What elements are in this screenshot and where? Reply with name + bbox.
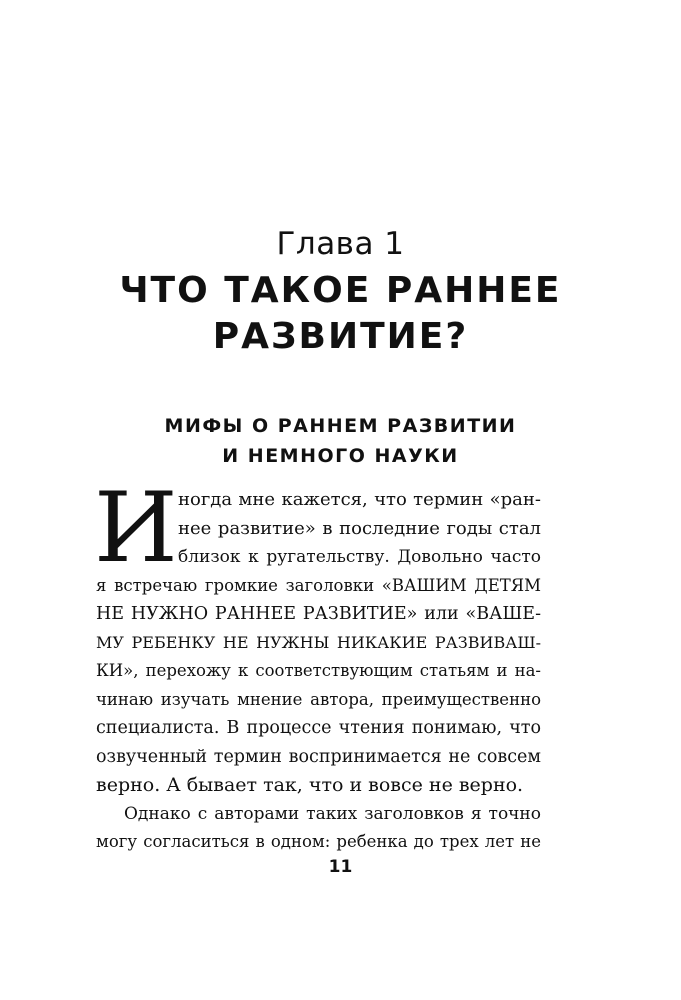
section-title-line: МИФЫ О РАННЕМ РАЗВИТИИ	[164, 415, 517, 437]
text-line: специалиста. В процессе чтения понимаю, что	[96, 718, 541, 738]
text-line: чинаю изучать мнение автора, преимущественно	[96, 689, 541, 709]
section-title-line: И НЕМНОГО НАУКИ	[222, 445, 459, 467]
page-number: 11	[328, 857, 353, 877]
chapter-title-line: РАЗВИТИЕ?	[212, 316, 469, 357]
text-line: КИ», перехожу к соответствующим статьям и на-	[96, 661, 541, 680]
text-line: близок к ругательству. Довольно часто	[178, 547, 541, 567]
section-title	[0, 411, 681, 471]
text-line: озвученный термин воспринимается не совсем	[96, 746, 541, 767]
body-text	[94, 472, 541, 857]
text-line: ногда мне кажется, что термин «ран-	[178, 489, 541, 510]
text-line: нее развитие» в последние годы стал	[178, 517, 541, 539]
text-line: могу согласиться в одном: ребенка до трех лет не	[96, 832, 541, 851]
text-line: я встречаю громкие заголовки «ВАШИМ ДЕТЯМ	[96, 575, 541, 595]
chapter-title	[0, 268, 681, 360]
text-line: Однако с авторами таких заголовков я точно	[124, 803, 541, 824]
chapter-label: Глава 1	[276, 226, 405, 262]
drop-cap: И	[94, 472, 178, 584]
text-line: НЕ НУЖНО РАННЕЕ РАЗВИТИЕ» или «ВАШЕ-	[96, 604, 541, 624]
text-line: верно. А бывает так, что и вовсе не верно.	[96, 774, 524, 796]
text-line: МУ РЕБЕНКУ НЕ НУЖНЫ НИКАКИЕ РАЗВИВАШ-	[96, 632, 541, 652]
chapter-title-line: ЧТО ТАКОЕ РАННЕЕ	[119, 270, 562, 311]
